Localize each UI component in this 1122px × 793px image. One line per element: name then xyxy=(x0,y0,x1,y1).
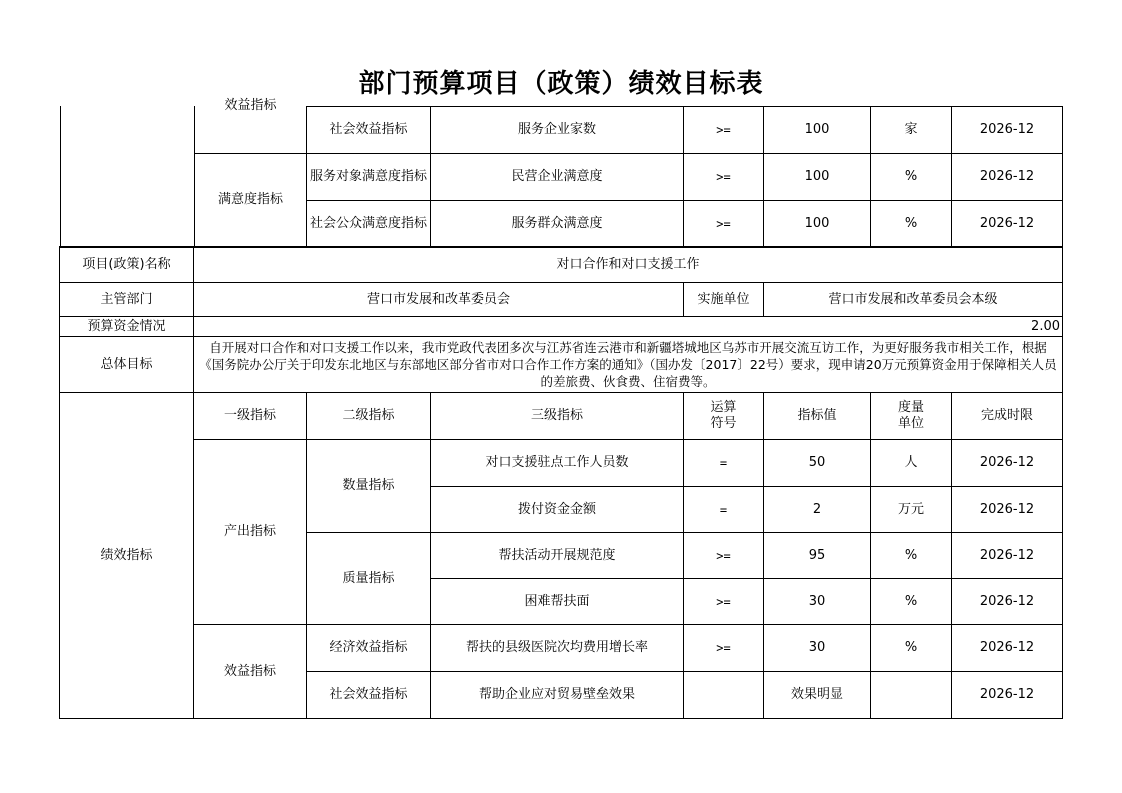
level2-cell: 服务对象满意度指标 xyxy=(307,154,431,201)
operator-cell: >= xyxy=(684,625,764,672)
unit-cell: % xyxy=(871,579,952,625)
deadline-cell: 2026-12 xyxy=(952,201,1063,247)
quantity-indicator-label: 数量指标 xyxy=(307,440,431,533)
unit-cell: 万元 xyxy=(871,487,952,533)
level3-cell: 服务群众满意度 xyxy=(431,201,684,247)
performance-label: 绩效指标 xyxy=(59,393,194,719)
header-level1: 一级指标 xyxy=(194,393,307,440)
deadline-cell: 2026-12 xyxy=(952,154,1063,201)
deadline-cell: 2026-12 xyxy=(952,579,1063,625)
level2-cell: 社会效益指标 xyxy=(307,106,431,154)
value-cell: 100 xyxy=(764,154,871,201)
unit-cell: % xyxy=(871,625,952,672)
benefit-indicator-label: 效益指标 xyxy=(194,625,307,719)
impl-label: 实施单位 xyxy=(684,283,764,317)
operator-cell: >= xyxy=(684,154,764,201)
level3-cell: 服务企业家数 xyxy=(431,106,684,154)
cut-benefit-label: 效益指标 xyxy=(194,106,307,154)
unit-cell: 家 xyxy=(871,106,952,154)
value-cell: 30 xyxy=(764,625,871,672)
value-cell: 2 xyxy=(764,487,871,533)
level3-cell: 拨付资金金额 xyxy=(431,487,684,533)
unit-cell xyxy=(871,672,952,719)
header-level3: 三级指标 xyxy=(431,393,684,440)
operator-cell xyxy=(684,672,764,719)
level2-cell: 社会公众满意度指标 xyxy=(307,201,431,247)
dept-value: 营口市发展和改革委员会 xyxy=(194,283,684,317)
value-cell: 100 xyxy=(764,201,871,247)
operator-cell: >= xyxy=(684,201,764,247)
level3-cell: 帮扶的县级医院次均费用增长率 xyxy=(431,625,684,672)
project-name-label: 项目(政策)名称 xyxy=(59,246,194,283)
level3-cell: 帮扶活动开展规范度 xyxy=(431,533,684,579)
deadline-cell: 2026-12 xyxy=(952,106,1063,154)
header-level2: 二级指标 xyxy=(307,393,431,440)
level3-cell: 民营企业满意度 xyxy=(431,154,684,201)
budget-value: 2.00 xyxy=(194,317,1063,337)
unit-cell: % xyxy=(871,201,952,247)
goal-text: 自开展对口合作和对口支援工作以来，我市党政代表团多次与江苏省连云港市和新疆塔城地区乌苏市开展交流互访工作，为更好服务我市相关工作，根据《国务院办公厅关于印发东北地区与东部地区部分省市对口合作工作方案的通知》（国办发〔2017〕22号）要求，现申请20万元预算资金用于保障相关人员的差旅费、伙食费、住宿费等。 xyxy=(194,337,1063,393)
header-operator: 运算 符号 xyxy=(684,393,764,440)
level3-cell: 困难帮扶面 xyxy=(431,579,684,625)
satisfaction-label: 满意度指标 xyxy=(194,154,307,247)
deadline-cell: 2026-12 xyxy=(952,625,1063,672)
table-left-border xyxy=(60,106,61,246)
quality-indicator-label: 质量指标 xyxy=(307,533,431,625)
deadline-cell: 2026-12 xyxy=(952,533,1063,579)
deadline-cell: 2026-12 xyxy=(952,672,1063,719)
deadline-cell: 2026-12 xyxy=(952,440,1063,487)
operator-cell: = xyxy=(684,440,764,487)
budget-label: 预算资金情况 xyxy=(59,317,194,337)
dept-label: 主管部门 xyxy=(59,283,194,317)
operator-cell: >= xyxy=(684,106,764,154)
operator-cell: = xyxy=(684,487,764,533)
value-cell: 效果明显 xyxy=(764,672,871,719)
level3-cell: 对口支援驻点工作人员数 xyxy=(431,440,684,487)
unit-cell: % xyxy=(871,154,952,201)
impl-value: 营口市发展和改革委员会本级 xyxy=(764,283,1063,317)
unit-cell: % xyxy=(871,533,952,579)
operator-cell: >= xyxy=(684,533,764,579)
value-cell: 30 xyxy=(764,579,871,625)
unit-cell: 人 xyxy=(871,440,952,487)
value-cell: 50 xyxy=(764,440,871,487)
output-indicator-label: 产出指标 xyxy=(194,440,307,625)
project-name-value: 对口合作和对口支援工作 xyxy=(194,246,1063,283)
operator-cell: >= xyxy=(684,579,764,625)
level2-cell: 社会效益指标 xyxy=(307,672,431,719)
header-deadline: 完成时限 xyxy=(952,393,1063,440)
deadline-cell: 2026-12 xyxy=(952,487,1063,533)
value-cell: 95 xyxy=(764,533,871,579)
page-title: 部门预算项目（政策）绩效目标表 xyxy=(358,69,764,99)
value-cell: 100 xyxy=(764,106,871,154)
level3-cell: 帮助企业应对贸易壁垒效果 xyxy=(431,672,684,719)
goal-label: 总体目标 xyxy=(59,337,194,393)
level2-cell: 经济效益指标 xyxy=(307,625,431,672)
header-unit: 度量 单位 xyxy=(871,393,952,440)
header-value: 指标值 xyxy=(764,393,871,440)
